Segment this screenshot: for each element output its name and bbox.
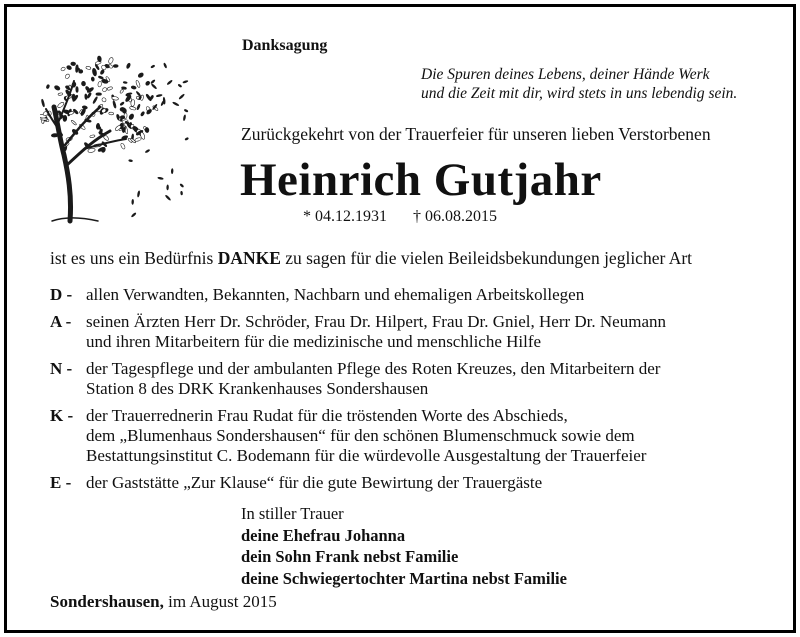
leaf-mark	[66, 65, 72, 71]
leaf-mark	[145, 81, 151, 87]
list-item	[50, 406, 666, 466]
leaf-mark	[92, 96, 98, 104]
list-item-text: seinen Ärzten Herr Dr. Schröder, Frau Dr. Hilpert, Frau Dr. Gniel, Herr Dr. Neumann und ihren Mitarbeitern für die medizinische und menschliche Hilfe	[86, 312, 666, 351]
danke-word: DANKE	[217, 248, 281, 268]
leaf-mark	[75, 65, 78, 73]
leaf-mark	[101, 97, 107, 103]
leaf-mark	[121, 87, 126, 90]
leaf-mark	[109, 112, 114, 115]
leaf-mark	[92, 68, 97, 76]
tree-icon	[40, 45, 190, 225]
leaf-mark	[136, 104, 140, 110]
leaf-mark	[86, 66, 92, 70]
list-item	[50, 473, 666, 493]
acrostic-letter: K -	[50, 406, 74, 425]
leaf-mark	[96, 93, 102, 96]
falling-leaf-mark	[150, 64, 155, 68]
death-date: † 06.08.2015	[413, 208, 497, 225]
leaf-mark	[131, 86, 137, 90]
leaf-mark	[128, 113, 134, 120]
leaf-mark	[63, 115, 67, 122]
leaf-mark	[85, 94, 88, 100]
falling-leaf-mark	[137, 190, 141, 197]
leaf-mark	[54, 85, 61, 91]
thanks-list	[50, 285, 666, 500]
list-item-text: der Gaststätte „Zur Klause“ für die gute Bewirtung der Trauergäste	[86, 473, 543, 492]
leaf-mark	[98, 81, 102, 87]
leaf-mark	[129, 106, 136, 110]
list-item-text: allen Verwandten, Bekannten, Nachbarn und ehemaligen Arbeitskollegen	[86, 285, 585, 304]
leaf-mark	[46, 84, 50, 89]
falling-leaf-mark	[171, 168, 174, 174]
leaf-mark	[122, 108, 127, 114]
leaf-mark	[120, 102, 125, 106]
falling-leaf-mark	[178, 93, 185, 100]
leaf-mark	[97, 56, 102, 62]
falling-leaf-mark	[163, 62, 168, 68]
falling-leaf-mark	[131, 212, 137, 218]
falling-leaf-mark	[184, 137, 189, 141]
leaf-mark	[120, 143, 126, 150]
lead-text: zu sagen für die vielen Beileidsbekundungen jeglicher Art	[280, 248, 693, 268]
leaf-mark	[120, 89, 124, 94]
acrostic-letter: E -	[50, 473, 72, 492]
falling-leaf-mark	[131, 199, 134, 205]
leaf-mark	[60, 67, 65, 72]
falling-leaf-mark	[184, 109, 189, 113]
acrostic-letter: A -	[50, 312, 72, 331]
falling-leaf-mark	[123, 81, 128, 84]
signature-block	[241, 503, 567, 589]
leaf-mark	[41, 118, 48, 120]
falling-leaf-mark	[165, 194, 172, 201]
leaf-mark	[112, 101, 116, 109]
falling-leaf-mark	[150, 79, 156, 84]
leaf-mark	[71, 62, 76, 66]
list-item-text: der Trauerrednerin Frau Rudat für die tröstenden Worte des Abschieds, dem „Blumenhaus Sondershausen“ für den schönen Blumenschmuck sowie dem Bestattungsinstitut C. Bodemann für die würdevolle Ausgestaltung der Trauerfeier	[86, 406, 647, 465]
falling-leaf-mark	[177, 83, 182, 88]
obituary-notice	[4, 4, 796, 633]
sign-intro: In stiller Trauer	[241, 504, 344, 523]
leaf-mark	[140, 111, 145, 116]
thanks-lead	[50, 248, 692, 269]
falling-leaf-mark	[180, 191, 183, 195]
intro-text: Zurückgekehrt von der Trauerfeier für unseren lieben Verstorbenen	[241, 124, 711, 144]
list-item	[50, 312, 666, 352]
leaf-mark	[73, 109, 79, 115]
leaf-mark	[71, 120, 77, 126]
poem-line: Die Spuren deines Lebens, deiner Hände Werk	[421, 66, 710, 83]
signer: deine Schwiegertochter Martina nebst Familie	[241, 568, 567, 588]
leaf-mark	[111, 96, 118, 101]
leaf-mark	[41, 99, 45, 107]
poem	[421, 65, 737, 103]
acrostic-letter: N -	[50, 359, 73, 378]
leaf-mark	[107, 86, 113, 90]
date: im August 2015	[163, 592, 277, 611]
leaf-mark	[98, 76, 104, 80]
falling-leaf-mark	[166, 79, 173, 85]
leaf-mark	[65, 73, 71, 79]
life-dates	[303, 208, 497, 226]
leaf-mark	[135, 80, 140, 88]
signer: dein Sohn Frank nebst Familie	[241, 547, 459, 566]
list-item	[50, 285, 666, 305]
falling-leaf-mark	[156, 94, 163, 98]
leaf-mark	[149, 95, 154, 101]
leaf-mark	[81, 81, 86, 86]
signer: deine Ehefrau Johanna	[241, 525, 406, 545]
leaf-mark	[113, 64, 118, 67]
falling-leaf-mark	[166, 184, 169, 190]
falling-leaf-mark	[172, 101, 180, 106]
leaf-mark	[145, 127, 149, 132]
leaf-mark	[108, 57, 114, 64]
birth-date: * 04.12.1931	[303, 208, 387, 225]
place-date	[50, 592, 277, 612]
leaf-mark	[91, 77, 95, 82]
leaf-mark	[90, 135, 96, 139]
list-item-text: der Tagespflege und der ambulanten Pflege des Roten Kreuzes, den Mitarbeitern der Station 8 des DRK Krankenhauses Sondershausen	[86, 359, 661, 398]
leaf-mark	[126, 63, 131, 69]
notice-heading: Danksagung	[242, 37, 328, 54]
place: Sondershausen,	[50, 592, 164, 611]
leaf-mark	[79, 70, 83, 74]
deceased-name: Heinrich Gutjahr	[240, 154, 602, 206]
leaf-mark	[96, 123, 100, 129]
falling-leaf-mark	[182, 80, 188, 84]
leaf-mark	[137, 72, 144, 78]
leaf-mark	[58, 93, 63, 96]
leaf-mark	[87, 92, 92, 98]
poem-line: und die Zeit mit dir, wird stets in uns lebendig sein.	[421, 85, 738, 102]
list-item	[50, 359, 666, 399]
leaf-mark	[76, 87, 79, 93]
acrostic-letter: D -	[50, 285, 73, 304]
falling-leaf-mark	[128, 159, 133, 162]
falling-leaf-mark	[151, 83, 158, 90]
falling-leaf-mark	[145, 149, 151, 154]
falling-leaf-mark	[183, 114, 187, 121]
falling-leaf-mark	[157, 176, 164, 180]
falling-leaf-mark	[179, 183, 184, 188]
leaf-mark	[102, 87, 108, 92]
lead-text: ist es uns ein Bedürfnis	[50, 248, 218, 268]
